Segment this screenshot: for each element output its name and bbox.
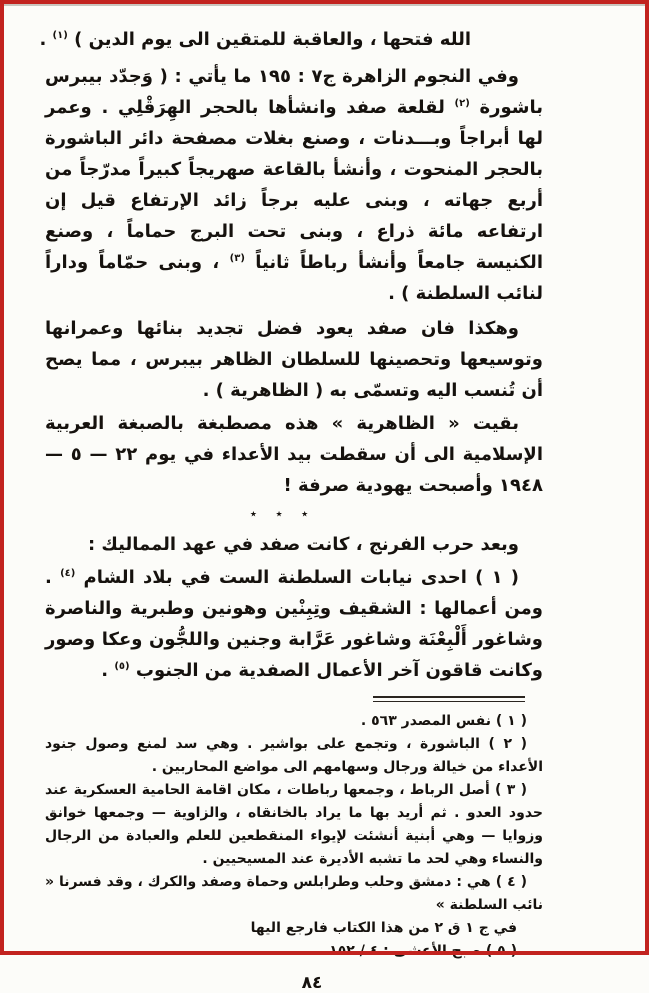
paragraph-hakadha: وهكذا فان صفد يعود فضل تجديد بنائها وعمرانها وتوسيعها وتحصينها للسلطان الظاهر بيبرس ، مما يصح أن تُنسب اليه وتسمّى به ( الظاهرية ) . xyxy=(45,318,543,401)
footnote-3: ( ٣ ) أصل الرباط ، وجمعها رباطات ، مكان اقامة الحامية العسكرية عند حدود العدو . ثم أريد بها ما يراد بالخانقاه ، والزاوية — وجمعها خوانق وزوايا — وهي أبنية أنشئت لإيواء المنقطعين للعلم والعبادة من الرجال والنساء وهي لحد ما تشبه الأديرة عند المسيحيين . xyxy=(45,782,543,867)
intro-period: . xyxy=(39,29,53,50)
footnotes-block xyxy=(45,710,543,963)
nujum-text-a: وفي النجوم الزاهرة ج٧ : ١٩٥ ما يأتي : ( وَجدّد بيبرس باشورة xyxy=(45,66,543,118)
footnote-4-line2: في ج ١ ق ٢ من هذا الكتاب فارجع اليها xyxy=(250,920,517,936)
footnote-separator-rule xyxy=(373,696,525,702)
paragraph-niyabat xyxy=(45,562,543,686)
paragraph-nujum-quote xyxy=(45,61,543,309)
footnote-ref-3: (٣) xyxy=(229,253,245,264)
page-content xyxy=(39,24,543,993)
footnote-ref-2: (٢) xyxy=(454,98,470,109)
niyabat-text-c: . xyxy=(101,660,115,681)
niyabat-text-a: ( ١ ) احدى نيابات السلطنة الست في بلاد الشام xyxy=(75,567,520,588)
footnote-ref-4: (٤) xyxy=(60,568,76,579)
nujum-text-b: لقلعة صفد وانشأها بالحجر الهِرَقْلِي . وعمر لها أبراجاً وبـــدنات ، وصنع بغلات مصفحة دائر الباشورة بالحجر المنحوت ، وأنشأ بالقاعة صهريجاً كبيراً مدرّجاً من أربع جهاته ، وبنى عليه برجاً زائد الإرتفاع قيل إن ارتفاعه مائة ذراع ، وبنى تحت البرج حماماً ، وصنع الكنيسة جامعاً وأنشأ رباطاً ثانياً xyxy=(45,97,543,273)
footnote-ref-1: (١) xyxy=(52,30,68,41)
intro-text: الله فتحها ، والعاقبة للمتقين الى يوم الدين ) xyxy=(74,29,471,50)
footnote-5: ( ٥ ) صبح الأعشى : ٤ / ١٥٢ . xyxy=(319,943,517,959)
paragraph-baqiyat: بقيت « الظاهرية » هذه مصطبغة بالصبغة العربية الإسلامية الى أن سقطت بيد الأعداء في يوم ٢٢ — ٥ — ١٩٤٨ وأصبحت يهودية صرفة ! xyxy=(45,413,543,496)
intro-continuation-line xyxy=(39,24,543,55)
page-number-value: ٨٤ xyxy=(301,973,323,993)
footnote-4-line1: ( ٤ ) هي : دمشق وحلب وطرابلس وحماة وصفد والكرك ، وقد فسرنا « نائب السلطنة » xyxy=(45,874,543,913)
niyabat-text-b: . ومن أعمالها : الشقيف وتِبِنْين وهونين وطبرية والناصرة وشاغور أَلْبِعْنَة وشاغور عَرَّابة وجنين واللجُّون وعكا وصور وكانت قاقون آخر الأعمال الصفدية من الجنوب xyxy=(45,567,543,681)
nujum-text-c: ، وبنى حمّاماً وداراً لنائب السلطنة ) . xyxy=(45,252,543,304)
page-number xyxy=(45,973,543,993)
footnote-1: ( ١ ) نفس المصدر ٥٦٣ . xyxy=(360,713,527,729)
main-text-block xyxy=(39,24,543,686)
footnote-2: ( ٢ ) الباشورة ، وتجمع على بواشير . وهي سد لمنع وصول جنود الأعداء من خيالة ورجال وسهامهم الى مواضع المحاربين . xyxy=(45,736,543,775)
stars-section-break: ٭ ٭ ٭ xyxy=(249,507,309,522)
paragraph-baad-harb: وبعد حرب الفرنج ، كانت صفد في عهد المماليك : xyxy=(87,534,519,555)
footnote-ref-5: (٥) xyxy=(114,661,130,672)
top-inner-rule xyxy=(4,4,645,6)
